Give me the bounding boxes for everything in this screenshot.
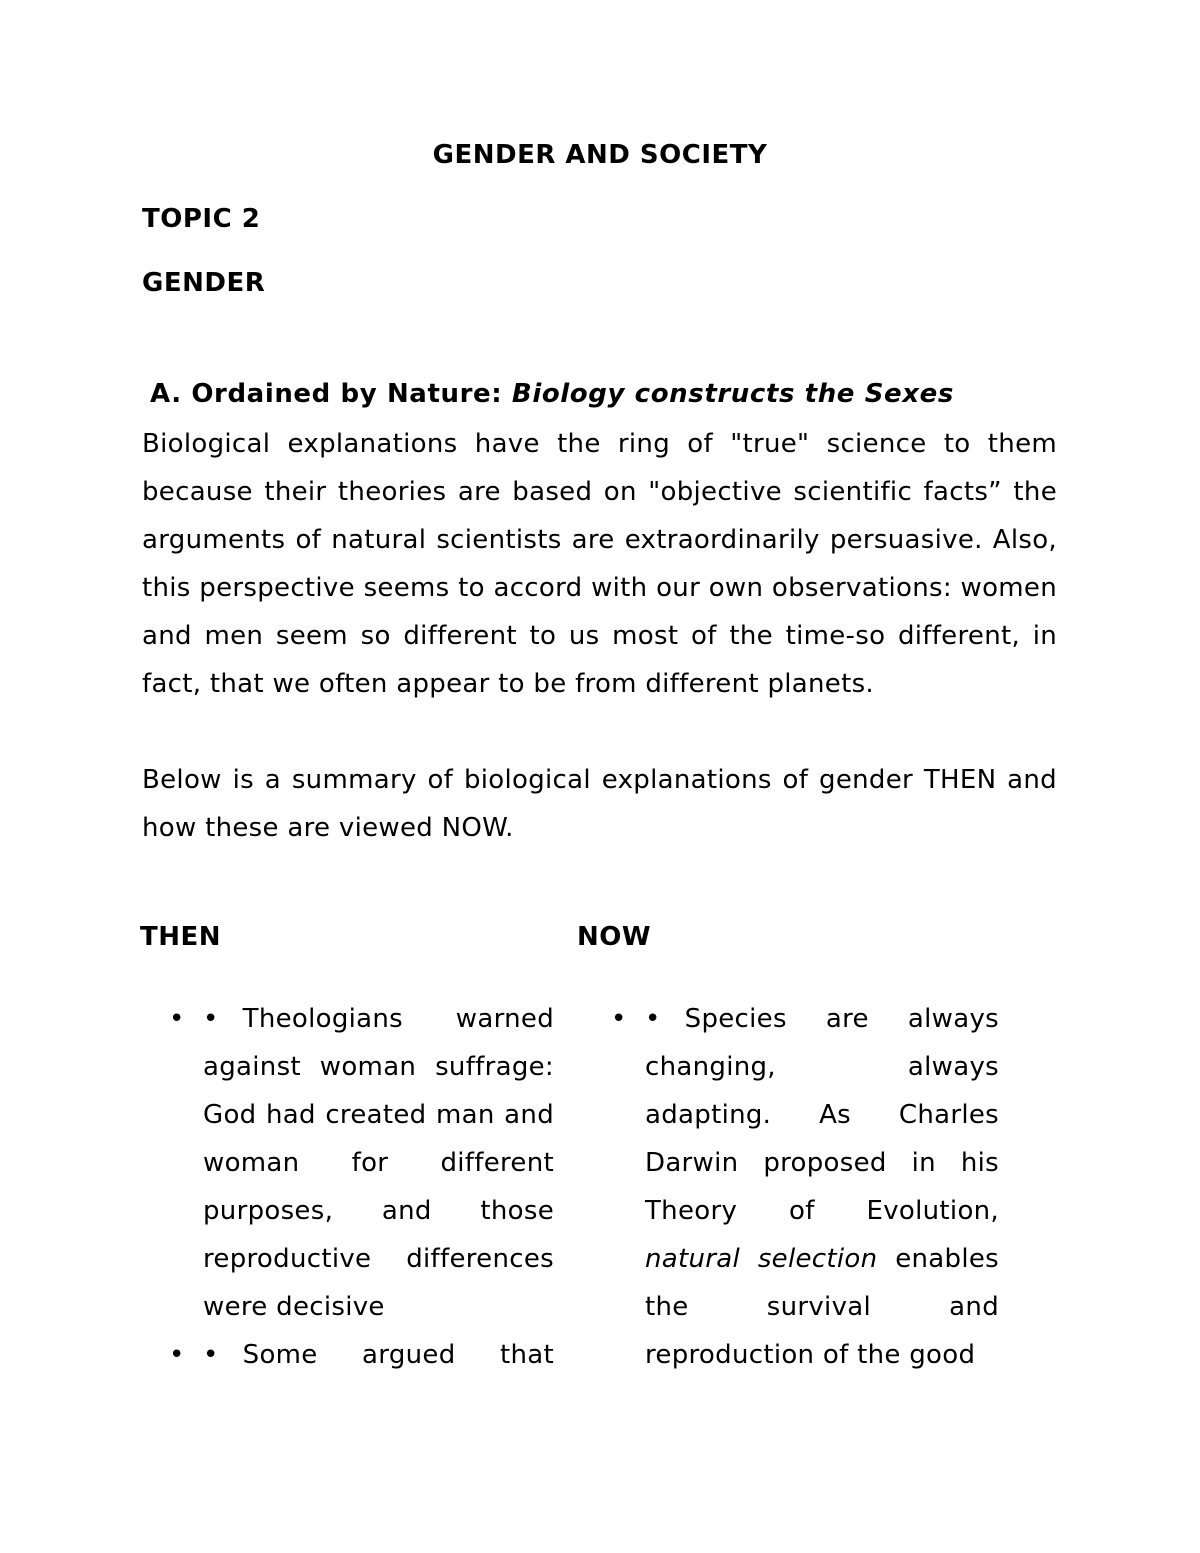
list-item: [169, 1331, 554, 1379]
bullet-icon: •: [203, 1340, 219, 1370]
topic-heading: TOPIC 2: [142, 204, 261, 234]
section-label: A. Ordained by Nature:: [150, 379, 503, 409]
now-column-heading: NOW: [577, 922, 652, 952]
section-label-emphasis: Biology constructs the Sexes: [511, 379, 954, 409]
bullet-icon: •: [611, 1004, 627, 1034]
document-title: GENDER AND SOCIETY: [432, 140, 768, 170]
intro-paragraph: Biological explanations have the ring of "true" science to them because their theories are based on "objective scientific facts” the arguments of natural scientists are extraordinarily persuasive. Also, this perspective seems to accord with our own observations: women and men seem so different to us most of the time-so different, in fact, that we often appear to be from different planets.: [142, 429, 1057, 699]
summary-paragraph: Below is a summary of biological explanations of gender THEN and how these are viewed NOW.: [142, 765, 1057, 843]
then-column-heading: THEN: [140, 922, 222, 952]
list-item: [611, 995, 999, 1379]
then-list: [169, 995, 554, 1379]
bullet-icon: •: [169, 1004, 185, 1034]
bullet-icon: •: [203, 1004, 219, 1034]
then-item-text: Some argued that: [242, 1340, 554, 1370]
now-item-text-start: Species are always changing, always adapting. As Charles Darwin proposed in his Theory of Evolution,: [645, 1004, 999, 1226]
subject-heading: GENDER: [142, 268, 266, 298]
bullet-icon: •: [169, 1340, 185, 1370]
bullet-icon: •: [645, 1004, 661, 1034]
now-list: [611, 995, 999, 1379]
then-item-text: Theologians warned against woman suffrage: God had created man and woman for different purposes, and those reproductive differences were decisive: [203, 1004, 554, 1322]
now-item-text-end: enables the survival and reproduction of the good: [645, 1244, 999, 1370]
now-item-emphasis: natural selection: [645, 1244, 878, 1274]
list-item: [169, 995, 554, 1331]
section-heading: [150, 379, 954, 409]
